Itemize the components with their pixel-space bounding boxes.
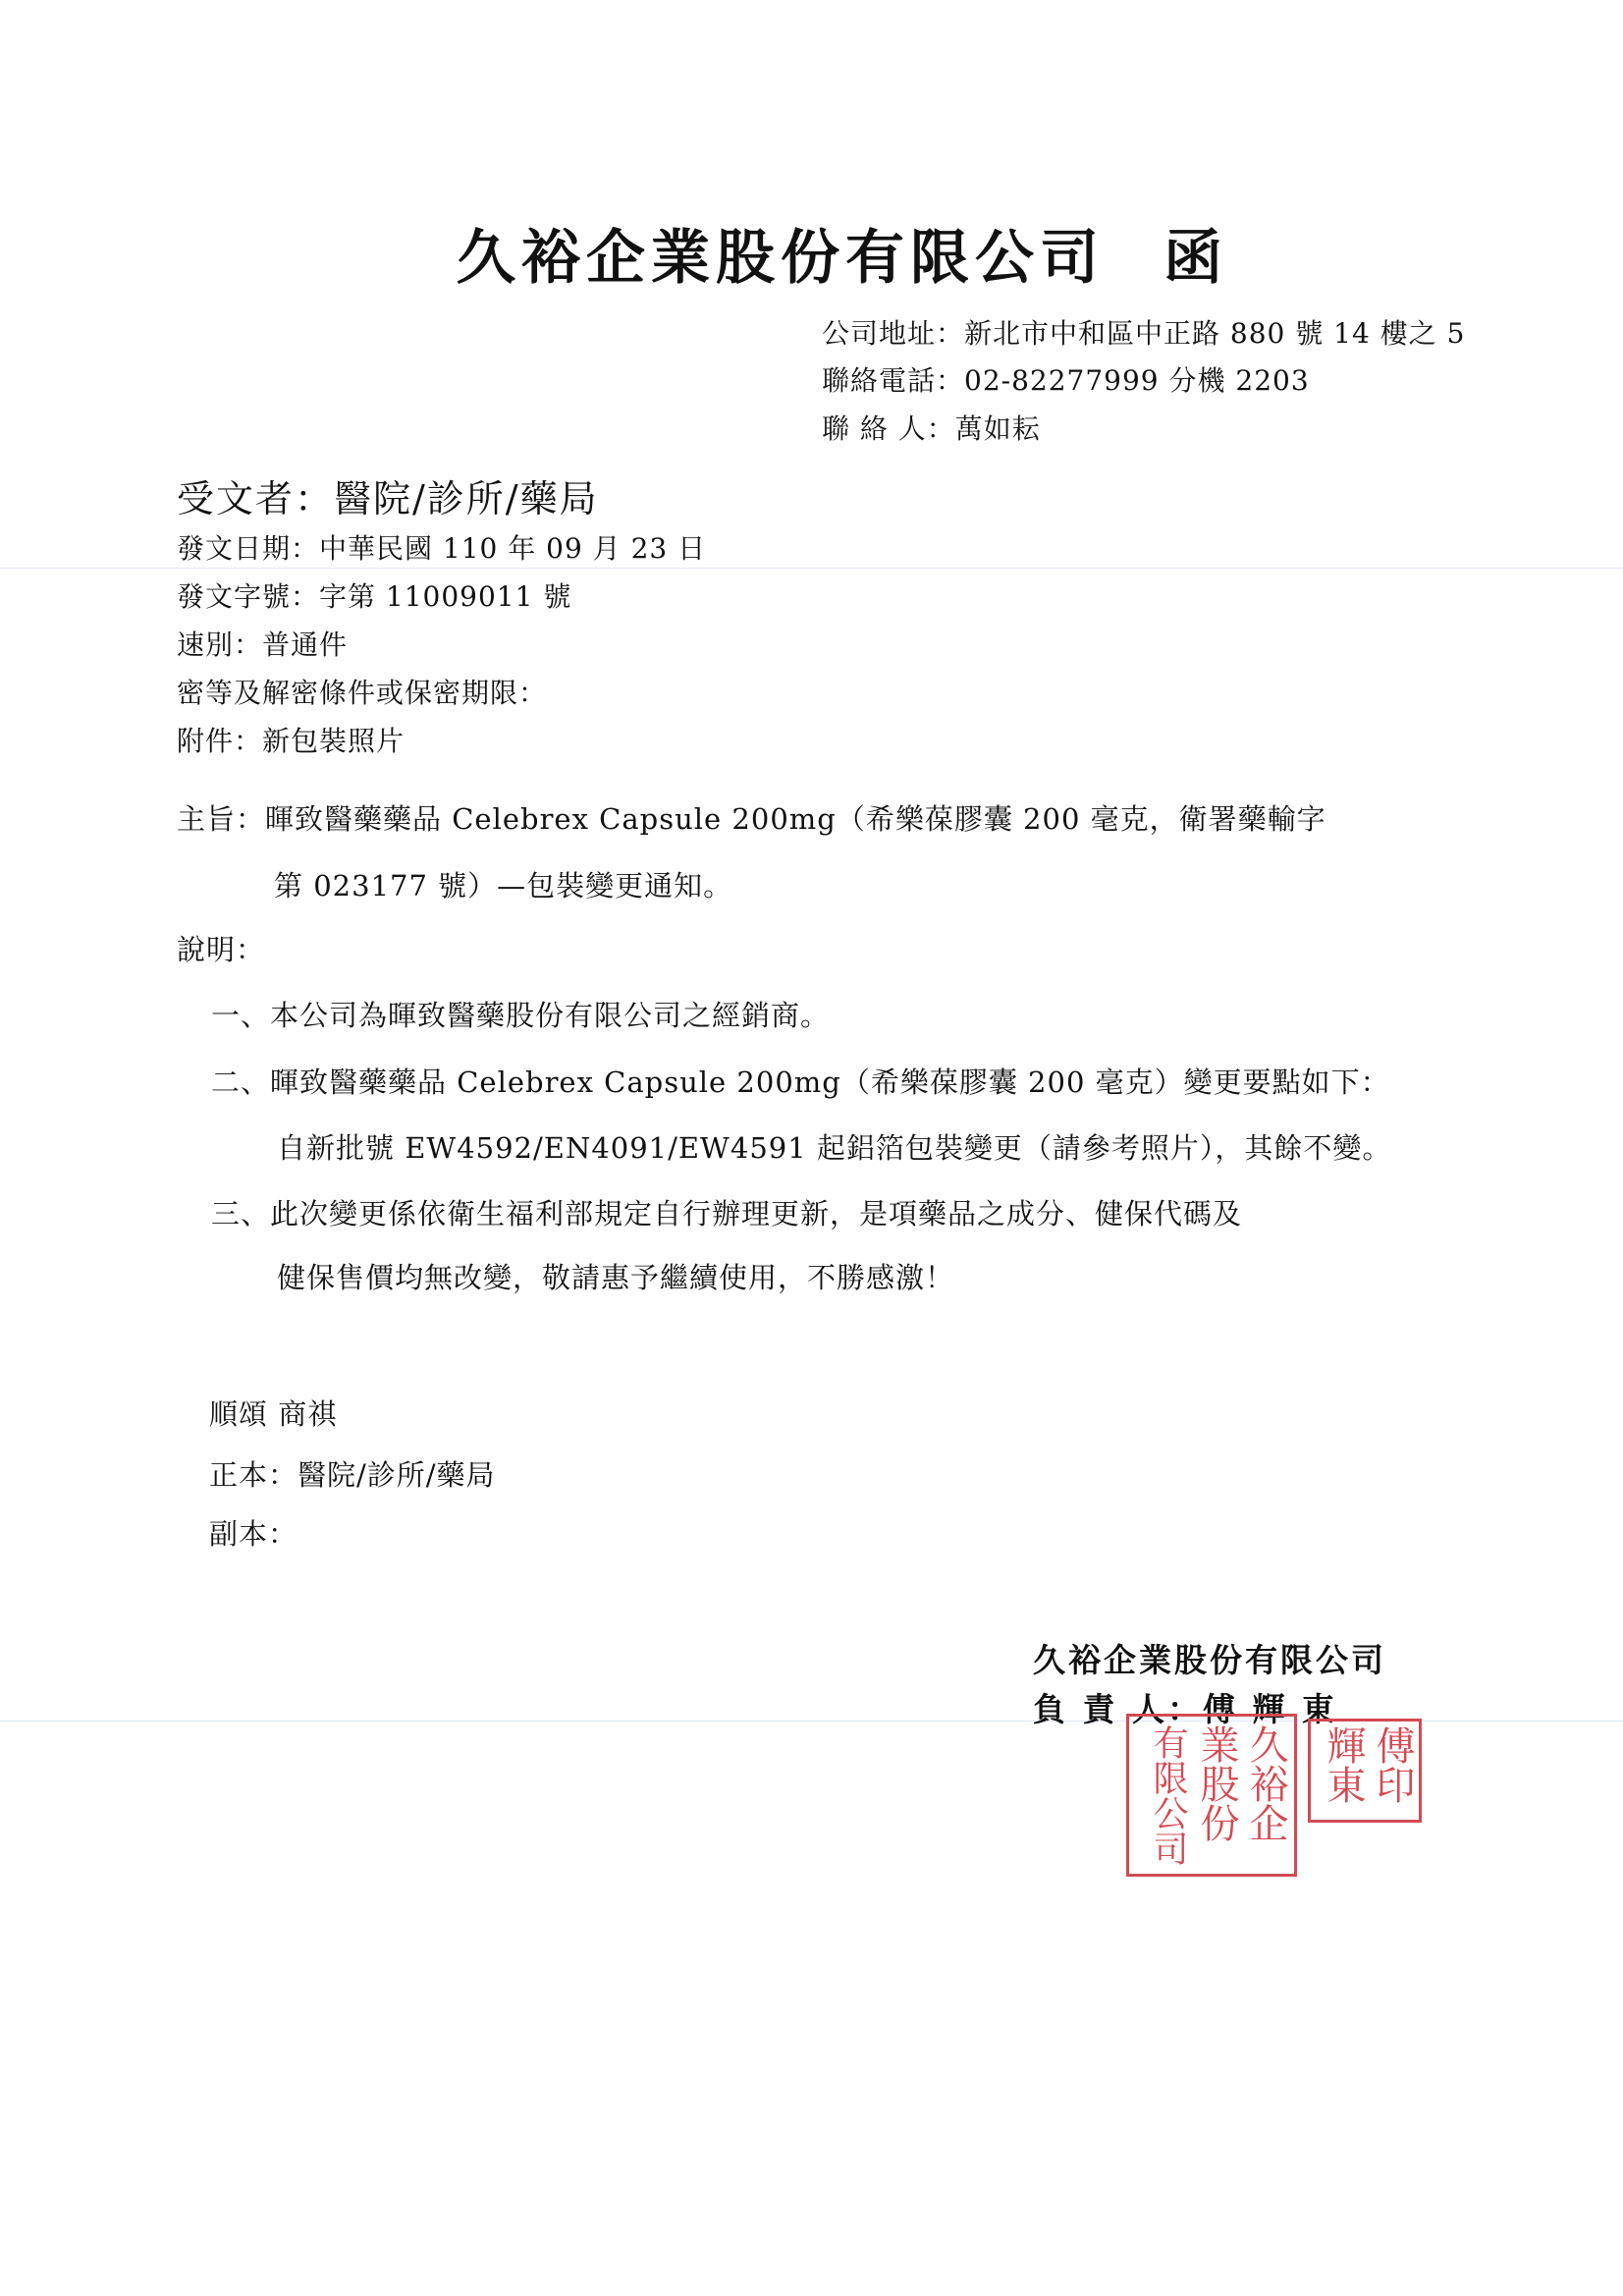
company-seal: [1126, 1714, 1297, 1877]
signature-company: 久裕企業股份有限公司: [1033, 1641, 1386, 1679]
closing-greeting: 順頌 商祺: [209, 1397, 338, 1431]
subject-line-2: 第 023177 號）—包裝變更通知。: [274, 869, 733, 902]
explanation-item-2-detail: 自新批號 EW4592/EN4091/EW4591 起鋁箔包裝變更（請參考照片），其餘不變。: [277, 1131, 1392, 1165]
company-seal-column: 有限公司: [1148, 1724, 1188, 1866]
company-title: 久裕企業股份有限公司: [457, 224, 1105, 293]
secrecy-level: 密等及解密條件或保密期限：: [177, 677, 548, 709]
delivery-speed: 速別：普通件: [177, 629, 349, 661]
doc-type: 函: [1163, 224, 1228, 293]
signature-responsible: 負 責 人：傅 輝 東: [1033, 1690, 1337, 1728]
explanation-heading: 說明：: [177, 933, 266, 966]
explanation-item-3: 三、此次變更係依衛生福利部規定自行辦理更新，是項藥品之成分、健保代碼及: [211, 1197, 1243, 1230]
document-number: 發文字號：字第 11009011 號: [177, 580, 572, 613]
company-seal-column: 業股份: [1194, 1724, 1239, 1842]
company-address: 公司地址：新北市中和區中正路 880 號 14 樓之 5: [822, 317, 1466, 350]
person-seal-column: 輝東: [1321, 1725, 1366, 1804]
person-seal: [1308, 1719, 1422, 1823]
letter-title: [457, 211, 1228, 296]
explanation-item-3-detail: 健保售價均無改變，敬請惠予繼續使用，不勝感激！: [277, 1261, 955, 1294]
duplicate-copy: 副本：: [209, 1517, 298, 1551]
subject-line-1: 主旨：暉致醫藥藥品 Celebrex Capsule 200mg（希樂葆膠囊 200 毫克，衛署藥輸字: [177, 802, 1326, 836]
explanation-item-1: 一、本公司為暉致醫藥股份有限公司之經銷商。: [211, 999, 831, 1032]
issue-date: 發文日期：中華民國 110 年 09 月 23 日: [177, 532, 707, 565]
attachment: 附件：新包裝照片: [177, 725, 406, 757]
company-phone: 聯絡電話：02-82277999 分機 2203: [822, 364, 1310, 397]
original-copy: 正本：醫院/診所/藥局: [209, 1458, 496, 1492]
person-seal-column: 傅印: [1370, 1725, 1415, 1804]
recipient: 受文者：醫院/診所/藥局: [177, 477, 599, 520]
contact-person: 聯 絡 人：萬如耘: [822, 412, 1041, 445]
company-seal-column: 久裕企: [1243, 1724, 1288, 1842]
scan-line: [0, 568, 1623, 569]
explanation-item-2: 二、暉致醫藥藥品 Celebrex Capsule 200mg（希樂葆膠囊 200 毫克）變更要點如下：: [211, 1066, 1390, 1099]
